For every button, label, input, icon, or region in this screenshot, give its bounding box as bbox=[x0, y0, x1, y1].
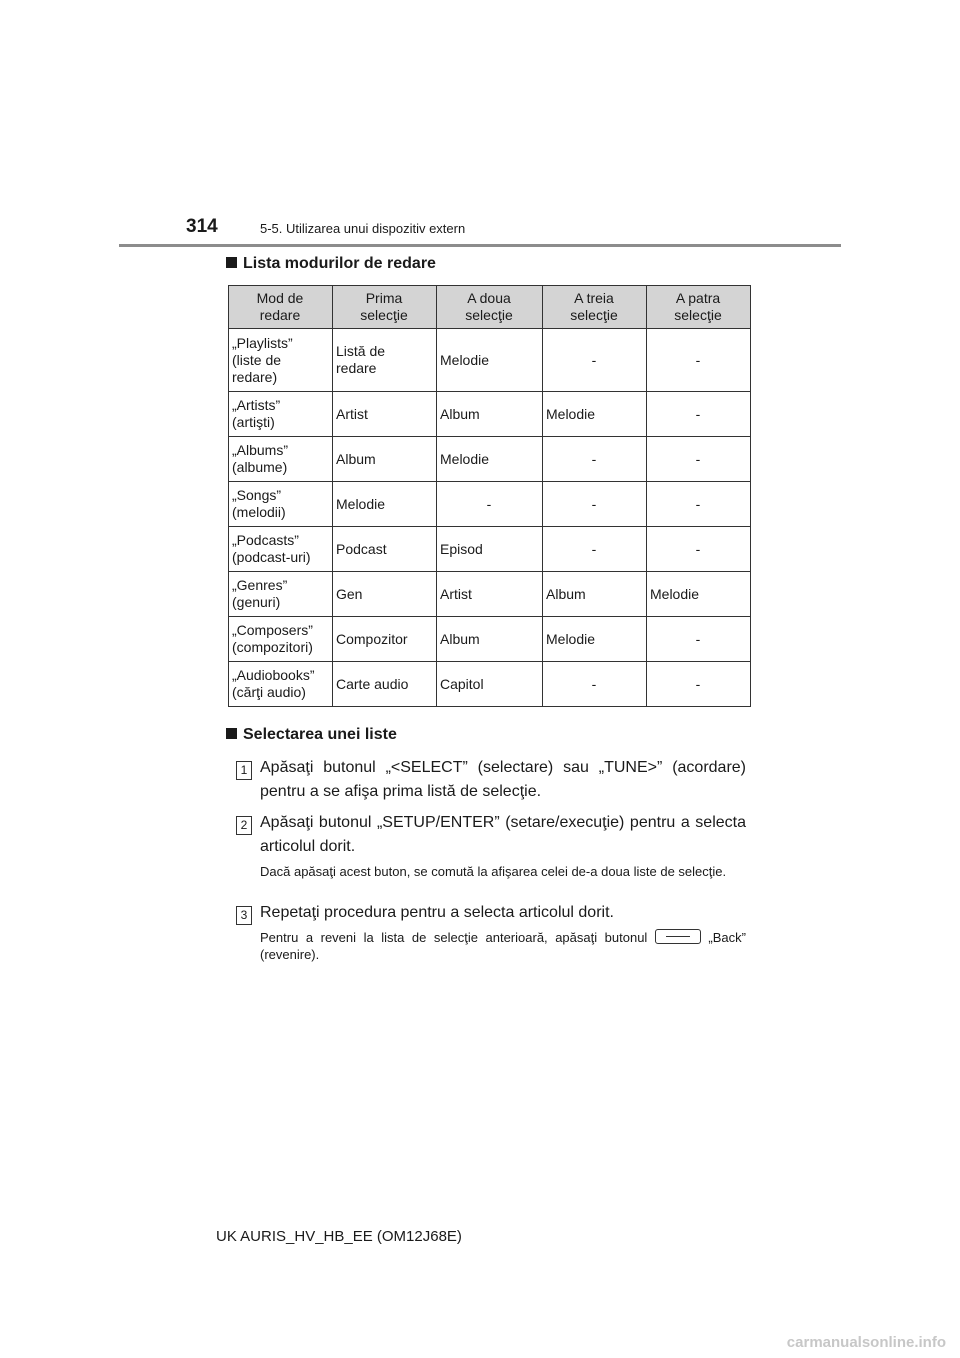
table-cell: Album bbox=[543, 572, 647, 617]
step-text: Repetaţi procedura pentru a selecta articolul dorit. bbox=[260, 904, 614, 921]
table-cell: Album bbox=[437, 617, 543, 662]
table-cell: - bbox=[647, 482, 751, 527]
table-row bbox=[229, 527, 751, 572]
column-header: A patra selecţie bbox=[647, 286, 751, 329]
table-row bbox=[229, 392, 751, 437]
table-cell: - bbox=[543, 437, 647, 482]
step-text: Apăsaţi butonul „SETUP/ENTER” (setare/execuţie) pentru a selecta articolul dorit. bbox=[260, 814, 746, 855]
table-cell: - bbox=[647, 437, 751, 482]
table-cell: „Audiobooks” (cărţi audio) bbox=[229, 662, 333, 707]
table-cell: Melodie bbox=[333, 482, 437, 527]
table-cell: - bbox=[647, 527, 751, 572]
section-title: 5-5. Utilizarea unui dispozitiv extern bbox=[260, 221, 466, 236]
table-cell: - bbox=[543, 482, 647, 527]
table-header-row bbox=[229, 286, 751, 329]
table-cell: Podcast bbox=[333, 527, 437, 572]
table-row bbox=[229, 572, 751, 617]
heading-text: Lista modurilor de redare bbox=[243, 255, 436, 272]
table-cell: - bbox=[647, 329, 751, 392]
column-header: A doua selecţie bbox=[437, 286, 543, 329]
table-cell: „Genres” (genuri) bbox=[229, 572, 333, 617]
header-divider bbox=[119, 244, 841, 247]
table-cell: „Composers” (compozitori) bbox=[229, 617, 333, 662]
table-cell: - bbox=[543, 329, 647, 392]
page-number: 314 bbox=[186, 216, 218, 237]
table-row bbox=[229, 482, 751, 527]
square-bullet-icon bbox=[226, 728, 237, 739]
table-cell: Gen bbox=[333, 572, 437, 617]
table-cell: Artist bbox=[333, 392, 437, 437]
table-cell: - bbox=[543, 662, 647, 707]
step-number: 1 bbox=[236, 761, 252, 780]
table-cell: „Artists” (artişti) bbox=[229, 392, 333, 437]
column-header: A treia selecţie bbox=[543, 286, 647, 329]
back-button-icon bbox=[655, 929, 701, 944]
table-cell: - bbox=[647, 662, 751, 707]
table-cell: Melodie bbox=[543, 392, 647, 437]
step-3 bbox=[236, 901, 746, 963]
step-note bbox=[260, 929, 746, 963]
column-header: Mod de redare bbox=[229, 286, 333, 329]
table-cell: Capitol bbox=[437, 662, 543, 707]
table-row bbox=[229, 662, 751, 707]
table-cell: - bbox=[437, 482, 543, 527]
table-row bbox=[229, 437, 751, 482]
step-number: 2 bbox=[236, 816, 252, 835]
square-bullet-icon bbox=[226, 257, 237, 268]
table-cell: „Albums” (albume) bbox=[229, 437, 333, 482]
table-cell: Artist bbox=[437, 572, 543, 617]
table-cell: Melodie bbox=[437, 329, 543, 392]
playback-modes-table bbox=[228, 285, 751, 707]
table-cell: Album bbox=[333, 437, 437, 482]
table-cell: „Playlists” (liste de redare) bbox=[229, 329, 333, 392]
table-cell: Melodie bbox=[543, 617, 647, 662]
table-cell: Listă de redare bbox=[333, 329, 437, 392]
table-cell: Melodie bbox=[647, 572, 751, 617]
step-note-text: Pentru a reveni la lista de selecţie anterioară, apăsaţi butonul bbox=[260, 930, 648, 945]
heading-select-list bbox=[226, 726, 397, 744]
step-note: Dacă apăsaţi acest buton, se comută la afişarea celei de-a doua liste de selecţie. bbox=[260, 864, 727, 879]
table-cell: Album bbox=[437, 392, 543, 437]
table-cell: - bbox=[543, 527, 647, 572]
table-cell: - bbox=[647, 392, 751, 437]
column-header: Prima selecţie bbox=[333, 286, 437, 329]
step-text: Apăsaţi butonul „<SELECT” (selectare) sau „TUNE>” (acordare) pentru a se afişa prima listă de selecţie. bbox=[260, 759, 746, 800]
table-cell: Carte audio bbox=[333, 662, 437, 707]
watermark: carmanualsonline.info bbox=[786, 1334, 946, 1351]
table-cell: - bbox=[647, 617, 751, 662]
table-cell: „Podcasts” (podcast-uri) bbox=[229, 527, 333, 572]
step-number: 3 bbox=[236, 906, 252, 925]
heading-playback-modes bbox=[226, 255, 436, 273]
table-cell: Episod bbox=[437, 527, 543, 572]
step-note-text: „Back” (revenire). bbox=[260, 930, 746, 962]
table-cell: Compozitor bbox=[333, 617, 437, 662]
table-row bbox=[229, 329, 751, 392]
table-row bbox=[229, 617, 751, 662]
footer-doc-code: UK AURIS_HV_HB_EE (OM12J68E) bbox=[216, 1228, 462, 1245]
heading-text: Selectarea unei liste bbox=[243, 726, 397, 743]
table-cell: „Songs” (melodii) bbox=[229, 482, 333, 527]
step-2 bbox=[236, 811, 746, 880]
step-1 bbox=[236, 756, 746, 804]
table-cell: Melodie bbox=[437, 437, 543, 482]
